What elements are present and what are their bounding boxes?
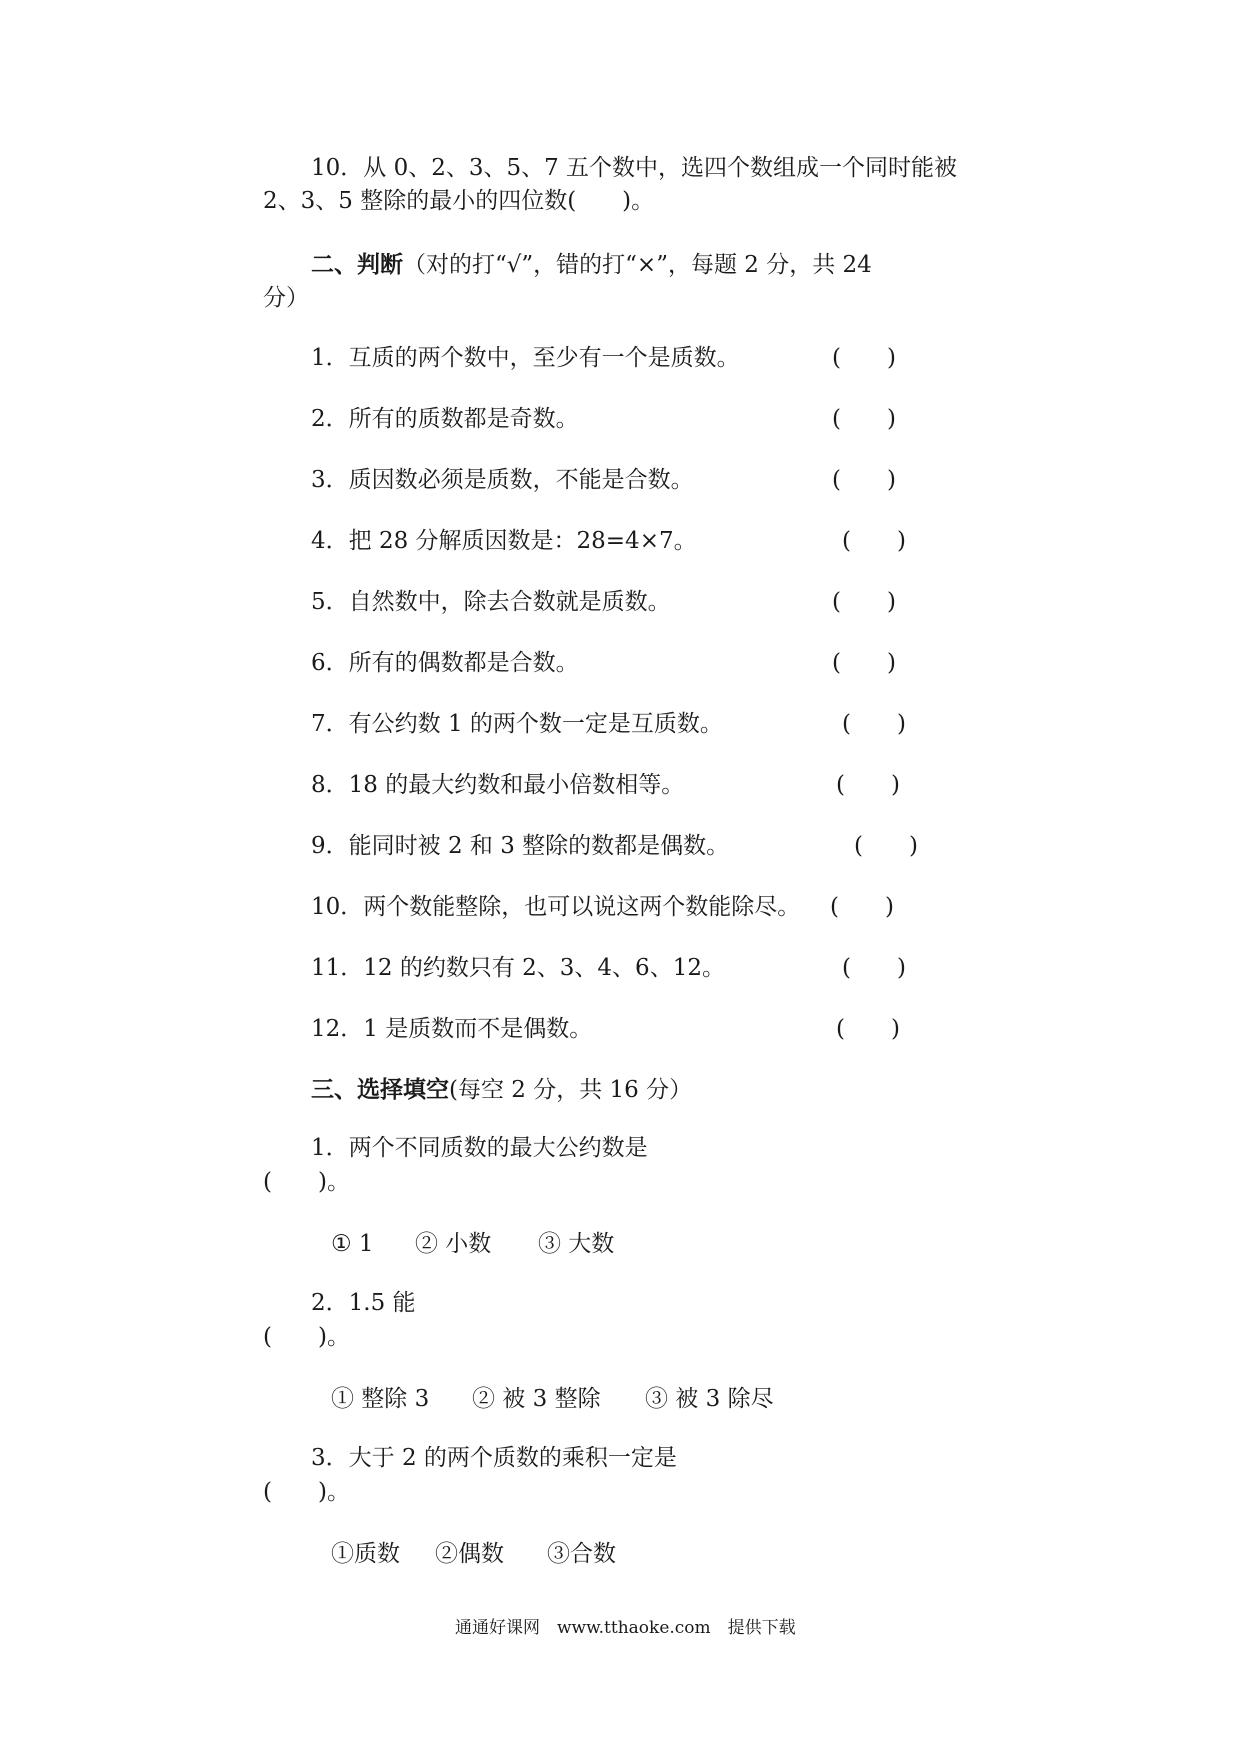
answer-blank: ( ) (830, 894, 894, 920)
answer-blank: ( ) (836, 772, 900, 798)
answer-blank: ( ) (842, 955, 906, 981)
judgment-item-text: 6．所有的偶数都是合数。 (311, 650, 579, 676)
judgment-item-text: 1．互质的两个数中，至少有一个是质数。 (311, 345, 740, 371)
answer-blank: ( ) (842, 528, 906, 554)
judgment-item-text: 9．能同时被 2 和 3 整除的数都是偶数。 (311, 833, 730, 859)
choice-question-stem: 1．两个不同质数的最大公约数是 (311, 1135, 648, 1161)
choice-question-stem: 3．大于 2 的两个质数的乘积一定是 (311, 1445, 677, 1471)
choice-option: ③ 被 3 除尽 (645, 1386, 774, 1412)
answer-blank: ( ) (832, 406, 896, 432)
choice-option: ① 1 (331, 1231, 374, 1257)
section-2-heading (311, 250, 872, 280)
judgment-item-text: 7．有公约数 1 的两个数一定是互质数。 (311, 711, 723, 737)
choice-option: ①质数 (331, 1541, 400, 1567)
answer-blank: ( ) (832, 467, 896, 493)
question-10-line-1: 10．从 0、2、3、5、7 五个数中，选四个数组成一个同时能被 (311, 155, 958, 181)
section-2-heading-line-2: 分） (263, 285, 309, 311)
section-3-instructions: (每空 2 分，共 16 分） (449, 1077, 693, 1103)
judgment-item-text: 2．所有的质数都是奇数。 (311, 406, 579, 432)
choice-answer-blank: ( )。 (263, 1169, 350, 1195)
footer-credit: 通通好课网 www.tthaoke.com 提供下载 (455, 1618, 796, 1638)
judgment-item-text: 11．12 的约数只有 2、3、4、6、12。 (311, 955, 725, 981)
judgment-item-text: 5．自然数中，除去合数就是质数。 (311, 589, 671, 615)
section-2-instructions: （对的打“√”，错的打“×”，每题 2 分，共 24 (403, 252, 872, 278)
question-10-line-2: 2、3、5 整除的最小的四位数( )。 (263, 188, 655, 214)
judgment-item-text: 8．18 的最大约数和最小倍数相等。 (311, 772, 685, 798)
choice-option: ③合数 (547, 1541, 616, 1567)
answer-blank: ( ) (832, 650, 896, 676)
choice-answer-blank: ( )。 (263, 1324, 350, 1350)
choice-option: ① 整除 3 (331, 1386, 430, 1412)
answer-blank: ( ) (842, 711, 906, 737)
choice-option: ② 被 3 整除 (472, 1386, 601, 1412)
judgment-item-text: 3．质因数必须是质数，不能是合数。 (311, 467, 694, 493)
choice-question-stem: 2．1.5 能 (311, 1290, 416, 1316)
answer-blank: ( ) (832, 589, 896, 615)
choice-option: ② 小数 (415, 1231, 492, 1257)
answer-blank: ( ) (854, 833, 918, 859)
section-3-heading (311, 1075, 692, 1105)
answer-blank: ( ) (836, 1016, 900, 1042)
section-3-title: 三、选择填空 (311, 1076, 449, 1103)
choice-option: ③ 大数 (538, 1231, 615, 1257)
answer-blank: ( ) (832, 345, 896, 371)
judgment-item-text: 12．1 是质数而不是偶数。 (311, 1016, 593, 1042)
judgment-item-text: 4．把 28 分解质因数是：28=4×7。 (311, 528, 697, 554)
judgment-item-text: 10．两个数能整除，也可以说这两个数能除尽。 (311, 894, 801, 920)
choice-option: ②偶数 (435, 1541, 504, 1567)
choice-answer-blank: ( )。 (263, 1479, 350, 1505)
section-2-title: 二、判断 (311, 251, 403, 278)
